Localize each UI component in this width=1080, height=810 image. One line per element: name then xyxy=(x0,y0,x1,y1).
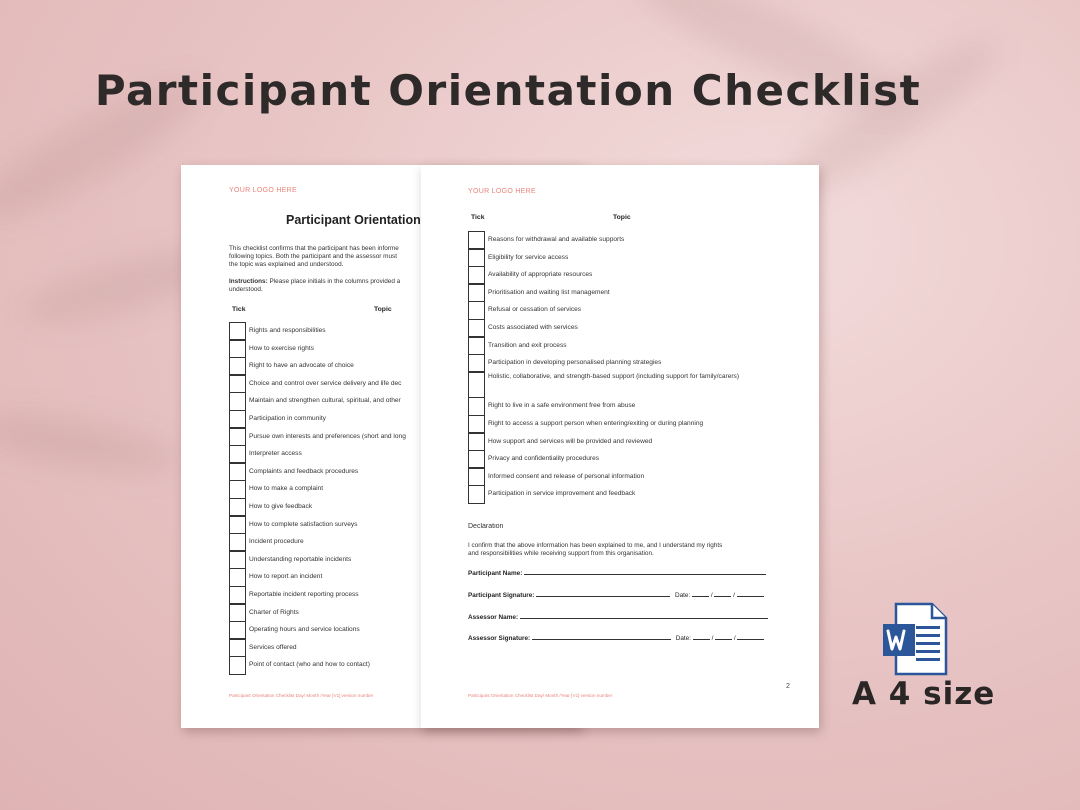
tick-checkbox[interactable] xyxy=(468,485,485,503)
tick-checkbox[interactable] xyxy=(229,428,246,446)
instructions-text: Please place initials in the columns provided a xyxy=(267,278,401,285)
tick-checkbox[interactable] xyxy=(229,463,246,481)
checklist-row xyxy=(468,337,798,355)
tick-checkbox[interactable] xyxy=(468,249,485,267)
assessor-name-label: Assessor Name: xyxy=(468,614,519,621)
tick-checkbox[interactable] xyxy=(468,301,485,319)
date-label: Date: xyxy=(675,635,691,642)
checklist-item-label: Interpreter access xyxy=(249,450,302,458)
declaration-heading: Declaration xyxy=(468,523,504,530)
checklist-item-label: Transition and exit process xyxy=(488,341,567,349)
participant-name-label: Participant Name: xyxy=(468,570,523,577)
assessor-signature-label: Assessor Signature: xyxy=(468,635,531,642)
instructions-text: understood. xyxy=(229,286,263,293)
checklist-item-label: Eligibility for service access xyxy=(488,253,569,261)
tick-checkbox[interactable] xyxy=(229,498,246,516)
assessor-signature-field[interactable] xyxy=(468,633,764,642)
assessor-name-field[interactable] xyxy=(468,612,768,621)
logo-placeholder: YOUR LOGO HERE xyxy=(468,188,536,195)
checklist-item-label: Services offered xyxy=(249,643,297,651)
checklist-item-label: How support and services will be provided and reviewed xyxy=(488,437,653,445)
page-number: 2 xyxy=(786,683,790,690)
leaf-shadow-decoration xyxy=(0,403,183,485)
tick-checkbox[interactable] xyxy=(229,410,246,428)
participant-name-line[interactable] xyxy=(524,568,766,575)
checklist-item-label: How to give feedback xyxy=(249,503,313,510)
tick-checkbox[interactable] xyxy=(229,445,246,463)
checklist-item-label: Incident procedure xyxy=(249,538,304,546)
date-day-line[interactable] xyxy=(693,633,710,640)
checklist-item-label: Holistic, collaborative, and strength-based support (including support for family/carers) xyxy=(488,372,740,380)
checklist-row xyxy=(468,415,798,433)
checklist-item-label: Rights and responsibilities xyxy=(249,327,326,334)
checklist-row xyxy=(468,485,798,503)
checklist-row xyxy=(468,468,798,486)
intro-line: This checklist confirms that the participant has been informe xyxy=(229,245,399,252)
checklist-item-label: Costs associated with services xyxy=(488,324,578,331)
tick-checkbox[interactable] xyxy=(229,533,246,551)
checklist-item-label: Understanding reportable incidents xyxy=(249,555,352,563)
checklist-row xyxy=(468,284,798,302)
tick-checkbox[interactable] xyxy=(468,433,485,451)
tick-checkbox[interactable] xyxy=(229,568,246,586)
tick-checkbox[interactable] xyxy=(229,392,246,410)
declaration-line: and responsibilities while receiving support from this organisation. xyxy=(468,550,654,557)
checklist-row xyxy=(468,249,798,267)
declaration-text xyxy=(468,542,788,558)
checklist-item-label: Informed consent and release of personal information xyxy=(488,472,645,480)
page-footer: Participant Orientation Checklist Day/ Month /Year [V1] version number xyxy=(468,693,613,698)
tick-checkbox[interactable] xyxy=(468,372,485,398)
tick-checkbox[interactable] xyxy=(229,621,246,639)
date-year-line[interactable] xyxy=(737,633,764,640)
tick-checkbox[interactable] xyxy=(229,357,246,375)
checklist-item-label: Right to access a support person when entering/exiting or during planning xyxy=(488,419,704,427)
checklist-row xyxy=(468,231,798,249)
participant-name-field[interactable] xyxy=(468,568,766,577)
checklist-item-label: Pursue own interests and preferences (short and long xyxy=(249,432,406,440)
column-header-tick: Tick xyxy=(471,214,485,221)
checklist-row xyxy=(468,354,798,372)
participant-signature-field[interactable] xyxy=(468,590,764,599)
date-year-line[interactable] xyxy=(737,590,764,597)
column-header-tick: Tick xyxy=(232,306,246,313)
checklist-item-label: Participation in developing personalised planning strategies xyxy=(488,359,662,367)
tick-checkbox[interactable] xyxy=(468,354,485,372)
checklist-item-label: How to report an incident xyxy=(249,573,323,581)
participant-signature-line[interactable] xyxy=(536,590,670,597)
checklist-item-label: Availability of appropriate resources xyxy=(488,271,593,279)
date-month-line[interactable] xyxy=(715,633,732,640)
checklist-item-label: Complaints and feedback procedures xyxy=(249,467,359,475)
checklist-row xyxy=(468,397,798,415)
checklist-item-label: Right to have an advocate of choice xyxy=(249,362,354,370)
tick-checkbox[interactable] xyxy=(468,231,485,249)
checklist-item-label: Point of contact (who and how to contact) xyxy=(249,661,370,669)
assessor-name-line[interactable] xyxy=(520,612,768,619)
tick-checkbox[interactable] xyxy=(229,516,246,534)
tick-checkbox[interactable] xyxy=(229,322,246,340)
tick-checkbox[interactable] xyxy=(229,551,246,569)
date-separator: / xyxy=(733,635,736,642)
declaration-line: I confirm that the above information has been explained to me, and I understand my rights xyxy=(468,542,723,549)
tick-checkbox[interactable] xyxy=(468,337,485,355)
date-separator: / xyxy=(710,592,713,599)
checklist-item-label: Reasons for withdrawal and available supports xyxy=(488,236,625,243)
word-document-icon xyxy=(882,602,948,676)
checklist-row xyxy=(468,301,798,319)
checklist-row xyxy=(468,433,798,451)
tick-checkbox[interactable] xyxy=(468,450,485,468)
document-page-2 xyxy=(421,165,819,728)
column-header-topic: Topic xyxy=(374,306,392,313)
checklist-row xyxy=(468,450,798,468)
checklist-item-label: Choice and control over service delivery and life dec xyxy=(249,379,402,387)
checklist-item-label: Participation in community xyxy=(249,415,326,422)
tick-checkbox[interactable] xyxy=(229,604,246,622)
checklist-row xyxy=(468,319,798,337)
tick-checkbox[interactable] xyxy=(468,319,485,337)
tick-checkbox[interactable] xyxy=(468,415,485,433)
tick-checkbox[interactable] xyxy=(229,656,246,674)
size-label: A 4 size xyxy=(852,676,996,712)
main-title: Participant Orientation Checklist xyxy=(94,66,922,115)
checklist-item-label: Refusal or cessation of services xyxy=(488,306,582,314)
page-footer: Participant Orientation Checklist Day/ Month /Year [V1] version number xyxy=(229,693,374,698)
tick-checkbox[interactable] xyxy=(229,586,246,604)
checklist-item-label: How to exercise rights xyxy=(249,344,314,352)
checklist-item-label: How to make a complaint xyxy=(249,485,324,493)
checklist-item-label: How to complete satisfaction surveys xyxy=(249,520,358,528)
participant-signature-label: Participant Signature: xyxy=(468,592,535,599)
tick-checkbox[interactable] xyxy=(468,266,485,284)
column-header-topic: Topic xyxy=(613,214,631,221)
tick-checkbox[interactable] xyxy=(468,284,485,302)
date-month-line[interactable] xyxy=(714,590,731,597)
tick-checkbox[interactable] xyxy=(229,480,246,498)
tick-checkbox[interactable] xyxy=(229,340,246,358)
assessor-signature-line[interactable] xyxy=(532,633,671,640)
instructions-label: Instructions: xyxy=(229,278,268,285)
date-separator: / xyxy=(733,592,735,599)
checklist-item-label: Participation in service improvement and feedback xyxy=(488,490,636,498)
date-label: Date: xyxy=(674,592,691,599)
tick-checkbox[interactable] xyxy=(229,639,246,657)
checklist-item-label: Operating hours and service locations xyxy=(249,626,360,634)
tick-checkbox[interactable] xyxy=(468,468,485,486)
intro-line: the topic was explained and understood. xyxy=(229,261,344,268)
checklist-item-label: Privacy and confidentiality procedures xyxy=(488,455,600,463)
intro-line: following topics. Both the participant and the assessor must xyxy=(229,253,398,260)
checklist-item-label: Right to live in a safe environment free from abuse xyxy=(488,402,636,410)
logo-placeholder: YOUR LOGO HERE xyxy=(229,187,297,194)
document-title: Participant Orientation xyxy=(286,213,421,227)
tick-checkbox[interactable] xyxy=(468,397,485,415)
date-separator: / xyxy=(711,635,714,642)
checklist-item-label: Maintain and strengthen cultural, spiritual, and other xyxy=(249,397,401,405)
checklist-item-label: Charter of Rights xyxy=(249,608,299,616)
checklist-row xyxy=(468,372,798,390)
tick-checkbox[interactable] xyxy=(229,375,246,393)
checklist-row xyxy=(468,266,798,284)
date-day-line[interactable] xyxy=(692,590,709,597)
checklist-item-label: Prioritisation and waiting list management xyxy=(488,288,610,296)
checklist-item-label: Reportable incident reporting process xyxy=(249,591,359,598)
